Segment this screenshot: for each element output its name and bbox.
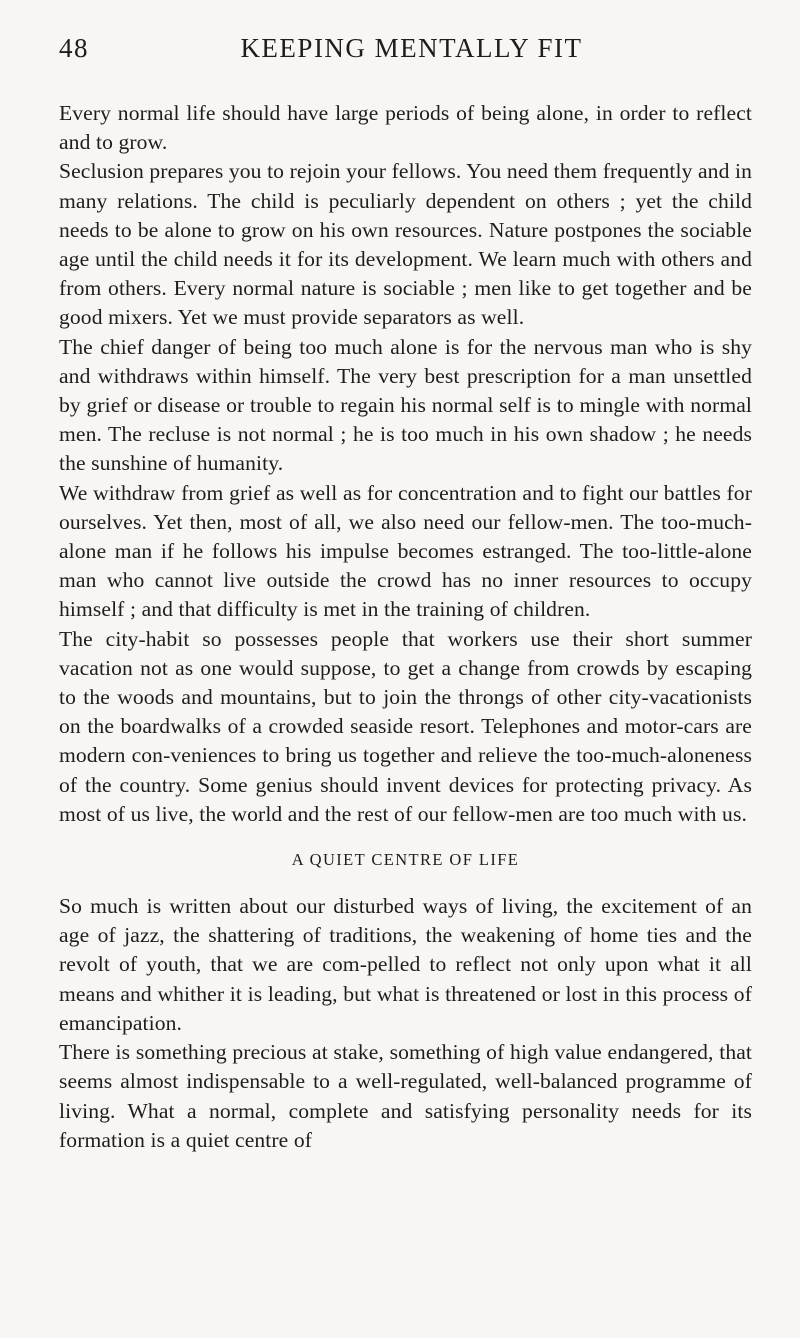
section-heading: A QUIET CENTRE OF LIFE <box>291 850 520 870</box>
running-head <box>59 30 752 70</box>
paragraph: There is something precious at stake, something of high value endangered, that seems almost indispensable to a well-regulated, well-balanced programme of living. What a normal, complete and satisfying personality needs for its formation is a quiet centre of <box>59 1040 752 1152</box>
body-text <box>59 99 752 1155</box>
running-title: KEEPING MENTALLY FIT <box>240 33 583 63</box>
page-number: 48 <box>59 33 89 63</box>
paragraph: Every normal life should have large periods of being alone, in order to reflect and to grow. <box>59 101 752 155</box>
paragraph: We withdraw from grief as well as for concentration and to fight our battles for ourselves. Yet then, most of all, we also need our fellow-men. The too-much-alone man if he follows his impulse becomes estranged. The too-little-alone man who cannot live outside the crowd has no inner resources to occupy himself ; and that difficulty is met in the training of children. <box>59 480 752 622</box>
paragraph: Seclusion prepares you to rejoin your fellows. You need them frequently and in many relations. The child is peculiarly dependent on others ; yet the child needs to be alone to grow on his own resources. Nature postpones the sociable age until the child needs it for its development. We learn much with others and from others. Every normal nature is sociable ; men like to get together and be good mixers. Yet we must provide separators as well. <box>59 159 752 330</box>
paragraph: The chief danger of being too much alone is for the nervous man who is shy and withdraws within himself. The very best prescription for a man unsettled by grief or disease or trouble to regain his normal self is to mingle with normal men. The recluse is not normal ; he is too much in his own shadow ; he needs the sunshine of humanity. <box>59 334 752 476</box>
paragraph: The city-habit so possesses people that workers use their short summer vacation not as one would suppose, to get a change from crowds by escaping to the woods and mountains, but to join the throngs of other city-vacationists on the boardwalks of a crowded seaside resort. Telephones and motor-cars are modern con-veniences to bring us together and relieve the too-much-aloneness of the country. Some genius should invent devices for protecting privacy. As most of us live, the world and the rest of our fellow-men are too much with us. <box>59 626 752 826</box>
paragraph: So much is written about our disturbed ways of living, the excitement of an age of jazz, the shattering of traditions, the weakening of home ties and the revolt of youth, that we are com-pelled to reflect not only upon what it all means and whither it is leading, but what is threatened or lost in this process of emancipation. <box>59 894 752 1035</box>
